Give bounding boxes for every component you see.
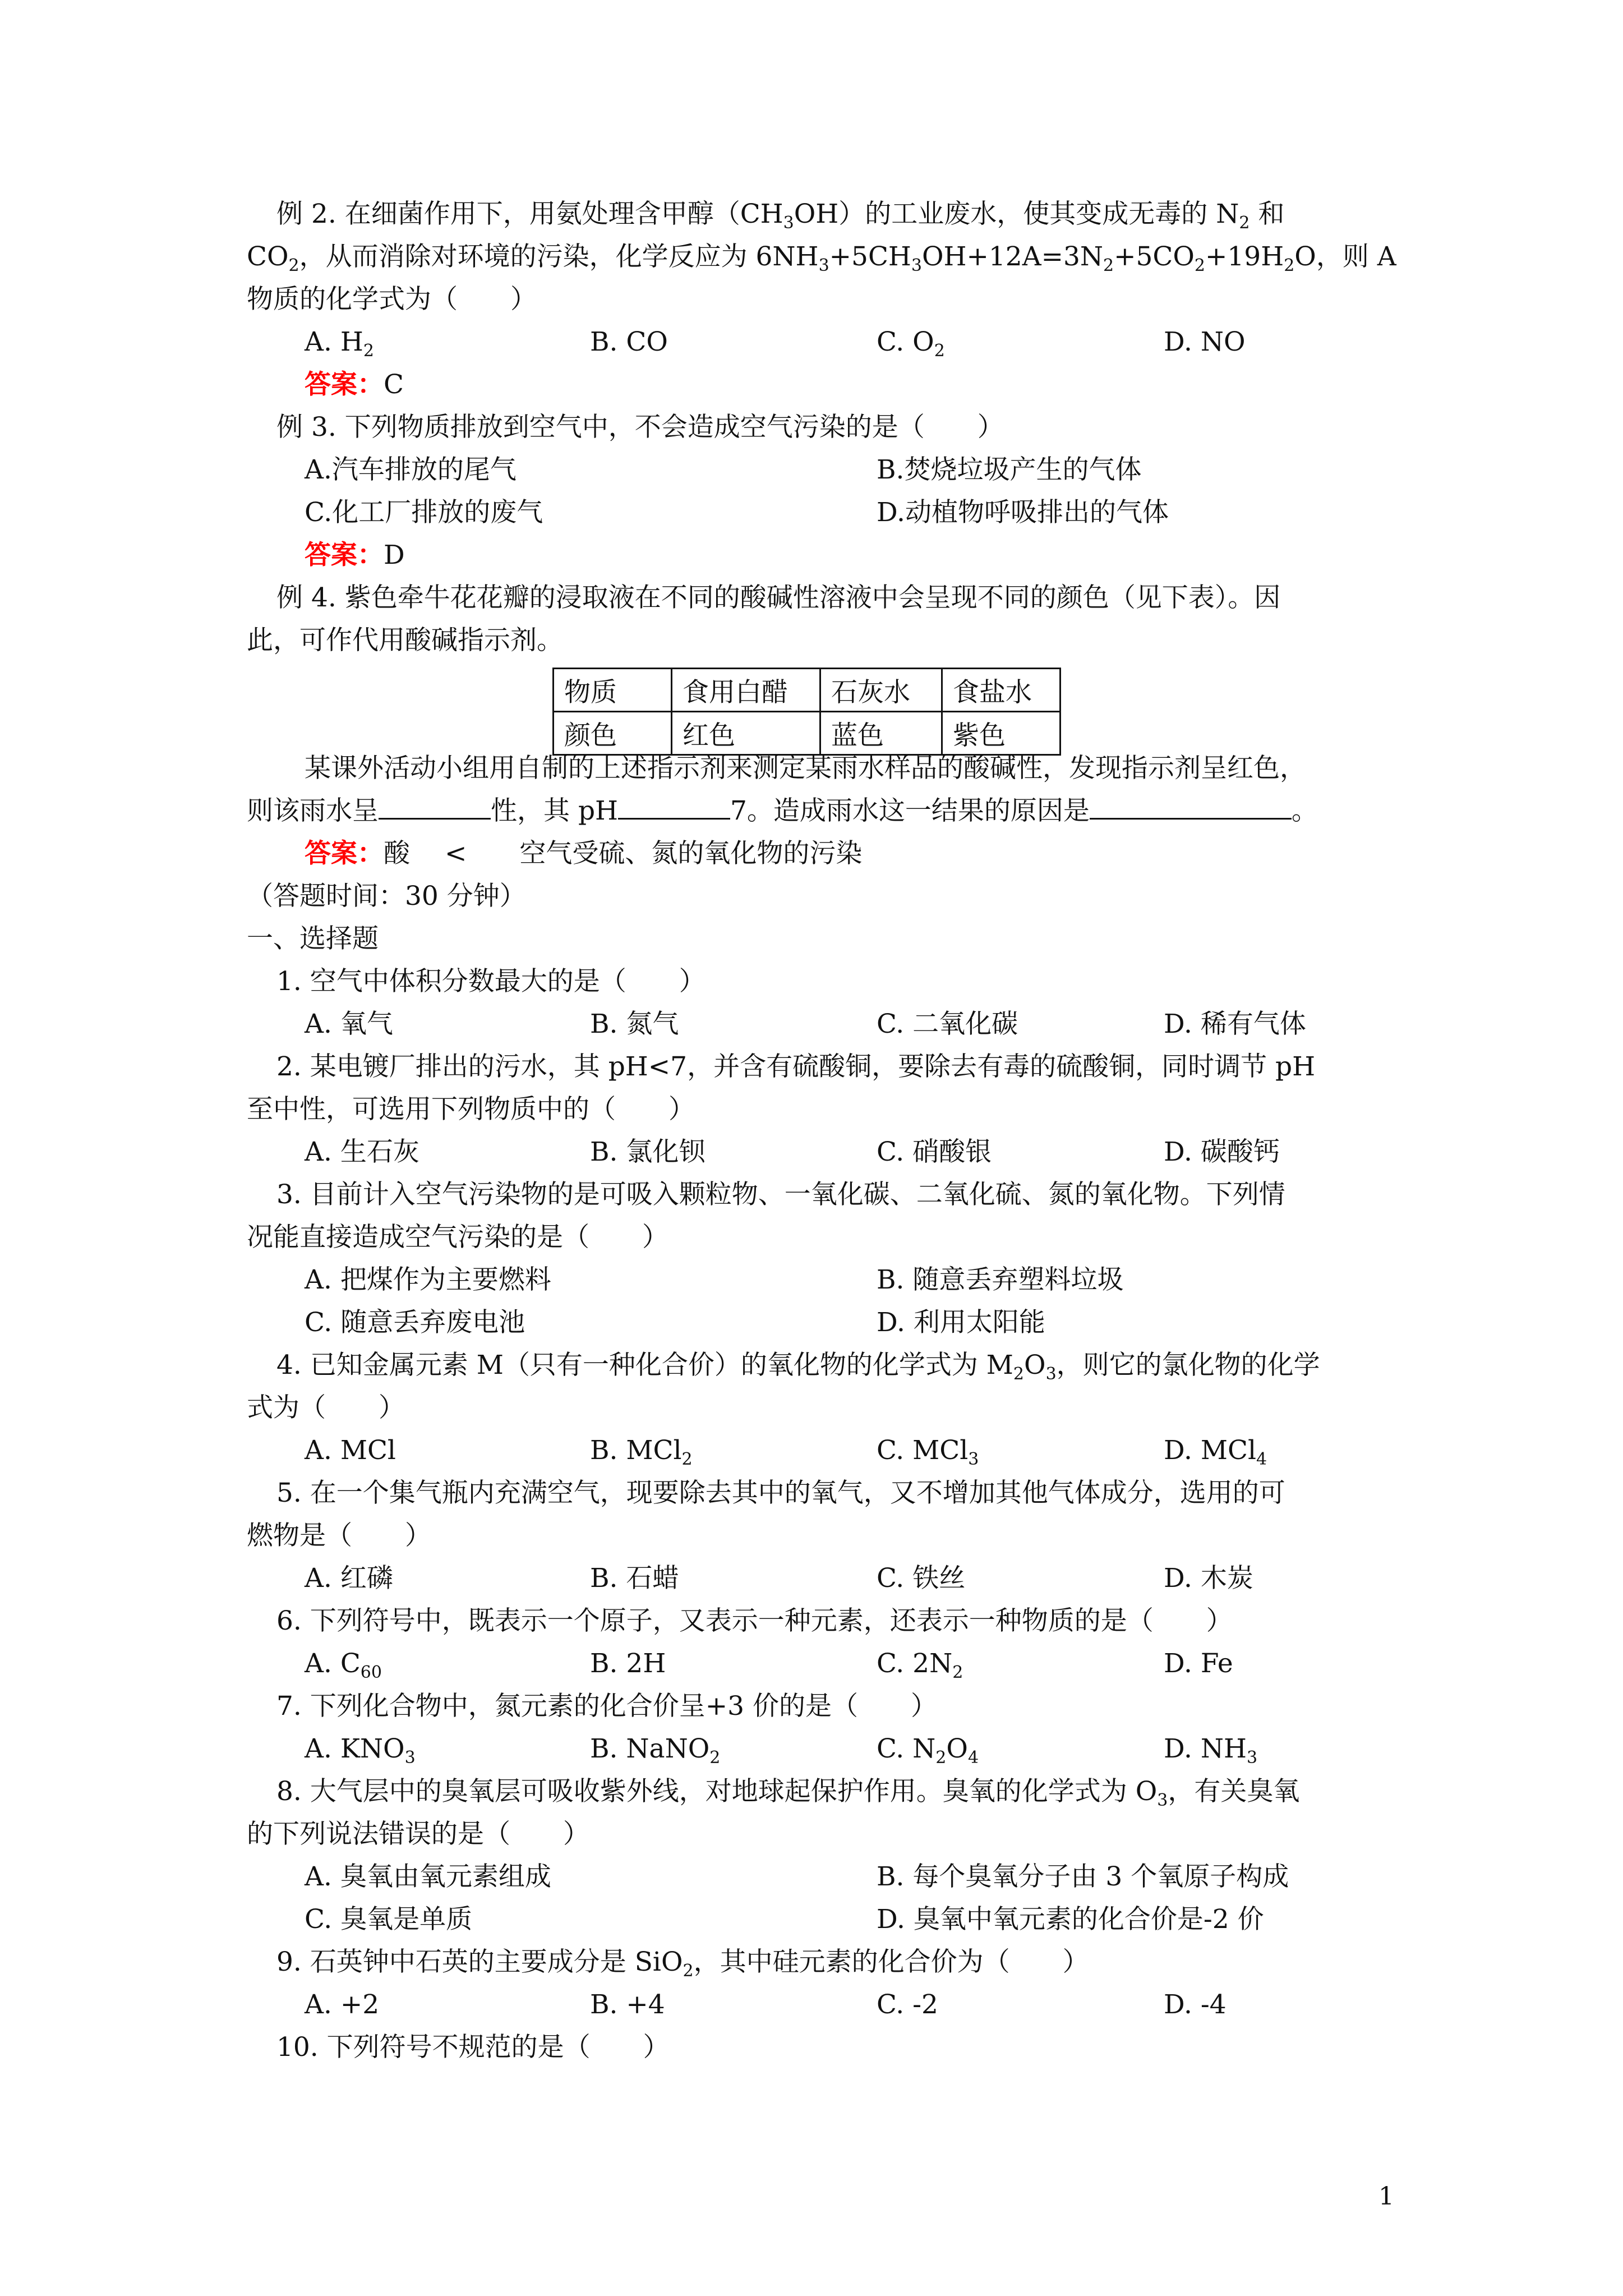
table-cell: 物质 [554,669,672,712]
table-cell: 石灰水 [820,669,942,712]
ex2-option-d: D. NO [1164,326,1246,357]
q2-option-b: B. 氯化钡 [590,1137,706,1167]
q4-option-c: C. MCl$_3$ [877,1435,979,1469]
q3-option-d: D. 利用太阳能 [877,1307,1045,1338]
q1-option-a: A. 氧气 [305,1009,393,1039]
table-cell: 蓝色 [820,712,942,755]
question-5-line-2: 燃物是（ ） [247,1520,431,1551]
indicator-color-table [552,668,1061,756]
question-2-line-1: 2. 某电镀厂排出的污水，其 pH<7，并含有硫酸铜，要除去有毒的硫酸铜，同时调节 pH [276,1051,1316,1082]
q5-option-b: B. 石蜡 [590,1563,679,1594]
table-row [554,712,1061,755]
ex4-line-2: 此，可作代用酸碱指示剂。 [247,625,563,656]
q2-option-d: D. 碳酸钙 [1164,1137,1280,1167]
q6-option-a: A. $C_{60}$ [305,1648,382,1682]
q2-option-c: C. 硝酸银 [877,1137,992,1167]
answer-blank [618,795,730,820]
question-9: 9. 石英钟中石英的主要成分是 SiO$_2$，其中硅元素的化合价为（ ） [276,1947,1089,1981]
ex2-line-1: 例 2. 在细菌作用下，用氨处理含甲醇$(CH_3OH)$的工业废水，使其变成无毒的 $N_2$ 和 [276,199,1285,233]
table-cell: 食用白醋 [672,669,820,712]
ex2-option-a: A. $H_2$ [305,326,374,361]
q1-option-c: C. 二氧化碳 [877,1009,1018,1039]
page-number: 1 [1378,2182,1394,2211]
q9-option-b: B. +4 [590,1989,665,2020]
ex2-answer: 答案：C [305,369,404,400]
ex3-option-a: A.汽车排放的尾气 [305,454,517,485]
answer-blank [1090,795,1292,820]
question-2-line-2: 至中性，可选用下列物质中的（ ） [247,1094,695,1125]
q5-option-a: A. 红磷 [305,1563,393,1594]
question-10: 10. 下列符号不规范的是（ ） [276,2032,670,2063]
q5-option-c: C. 铁丝 [877,1563,966,1594]
answer-blank [379,795,491,820]
q7-option-a: A. $KNO_3$ [305,1733,416,1768]
ex4-paragraph-line-1: 某课外活动小组用自制的上述指示剂来测定某雨水样品的酸碱性，发现指示剂呈红色， [305,753,1306,784]
question-5-line-1: 5. 在一个集气瓶内充满空气，现要除去其中的氧气，又不增加其他气体成分，选用的可 [276,1478,1285,1508]
q1-option-b: B. 氮气 [590,1009,679,1039]
ex4-line-1: 例 4. 紫色牵牛花花瓣的浸取液在不同的酸碱性溶液中会呈现不同的颜色（见下表）。因 [276,582,1281,613]
q1-option-d: D. 稀有气体 [1164,1009,1306,1039]
q3-option-b: B. 随意丢弃塑料垃圾 [877,1264,1124,1295]
q9-option-c: C. -2 [877,1989,938,2020]
q2-option-a: A. 生石灰 [305,1137,419,1167]
ex2-line-3: 物质的化学式为（ ） [247,284,537,315]
table-cell: 紫色 [942,712,1061,755]
q3-option-a: A. 把煤作为主要燃料 [305,1264,551,1295]
table-cell: 颜色 [554,712,672,755]
q9-option-a: A. +2 [305,1989,380,2020]
q6-option-b: B. 2H [590,1648,666,1679]
q7-option-b: B. NaNO$_2$ [590,1733,721,1768]
ex2-option-c: C. $O_2$ [877,326,945,361]
section-heading: 一、选择题 [247,923,379,954]
ex3-question: 例 3. 下列物质排放到空气中，不会造成空气污染的是（ ） [276,412,1004,443]
ex3-option-b: B.焚烧垃圾产生的气体 [877,454,1142,485]
ex3-option-d: D.动植物呼吸排出的气体 [877,497,1169,528]
q7-option-c: C. $N_2O_4$ [877,1733,979,1768]
q9-option-d: D. -4 [1164,1989,1227,2020]
q7-option-d: D. $NH_3$ [1164,1733,1258,1768]
q8-option-c: C. 臭氧是单质 [305,1904,473,1935]
ex3-answer: 答案：D [305,540,405,570]
q8-option-d: D. 臭氧中氧元素的化合价是-2 价 [877,1904,1264,1935]
time-note: （答题时间：30 分钟） [247,881,526,912]
question-6: 6. 下列符号中，既表示一个原子，又表示一种元素，还表示一种物质的是（ ） [276,1605,1233,1636]
ex3-option-c: C.化工厂排放的废气 [305,497,543,528]
table-row [554,669,1061,712]
question-7: 7. 下列化合物中，氮元素的化合价呈+3 价的是（ ） [276,1691,938,1722]
table-cell: 红色 [672,712,820,755]
q4-option-b: B. MCl$_2$ [590,1435,693,1469]
ex2-option-b: B. CO [590,326,668,357]
question-8-line-2: 的下列说法错误的是（ ） [247,1819,589,1849]
q3-option-c: C. 随意丢弃废电池 [305,1307,525,1338]
q4-option-d: D. MCl$_4$ [1164,1435,1267,1469]
q4-option-a: A. MCl [305,1435,396,1466]
table-cell: 食盐水 [942,669,1061,712]
question-3-line-2: 况能直接造成空气污染的是（ ） [247,1222,668,1253]
q8-option-b: B. 每个臭氧分子由 3 个氧原子构成 [877,1861,1289,1892]
question-1: 1. 空气中体积分数最大的是（ ） [276,966,706,997]
q8-option-a: A. 臭氧由氧元素组成 [305,1861,551,1892]
q5-option-d: D. 木炭 [1164,1563,1253,1594]
question-4-line-2: 式为（ ） [247,1392,405,1423]
q6-option-c: C. $2N_2$ [877,1648,963,1682]
ex4-paragraph-line-2: 则该雨水呈 性，其 pH 7。造成雨水这一结果的原因是 。 [247,795,1318,826]
ex2-line-2: $CO_2$，从而消除对环境的污染，化学反应为 $6NH_3+5CH_3OH+12A=3N_2+5CO_2+19H_2O$，则 A [247,241,1396,275]
q6-option-d: D. Fe [1164,1648,1233,1679]
question-4-line-1: 4. 已知金属元素 M（只有一种化合价）的氧化物的化学式为 $M_2O_3$，则它的氯化物的化学 [276,1350,1320,1384]
question-3-line-1: 3. 目前计入空气污染物的是可吸入颗粒物、一氧化碳、二氧化硫、氮的氧化物。下列情 [276,1179,1285,1210]
question-8-line-1: 8. 大气层中的臭氧层可吸收紫外线，对地球起保护作用。臭氧的化学式为 $O_3$，有关臭氧 [276,1776,1300,1810]
ex4-answer: 答案：酸 < 空气受硫、氮的氧化物的污染 [305,838,863,869]
